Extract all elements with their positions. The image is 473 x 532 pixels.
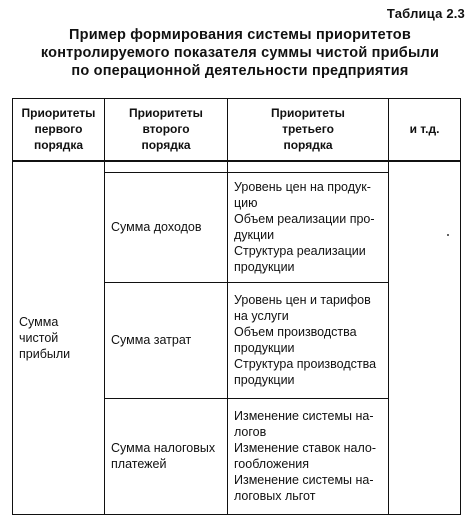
third-order-cell [228,282,389,398]
third-order-item [234,292,382,324]
spacer-cell [389,161,461,515]
table-number: Таблица 2.3 [386,6,465,21]
third-order-line: Структура производства [234,357,377,371]
header-first-order [13,99,105,161]
third-order-line: цию [234,196,258,210]
header-row [13,99,461,161]
second-order-cell [105,172,228,282]
header-line: первого [34,122,83,137]
first-order-line: прибыли [19,346,71,361]
header-line: Приоритеты [21,106,96,121]
header-line: Приоритеты [129,106,203,121]
third-order-line: продукции [234,260,295,274]
header-etc: и т.д. [389,99,461,161]
header-line: третьего [282,122,334,137]
third-order-line: Структура реализации [234,244,366,258]
third-order-item [234,243,382,275]
third-order-item [234,472,382,504]
third-order-line: гообложения [234,457,309,471]
third-order-line: Объем реализации про- [234,212,375,226]
third-order-cell [228,398,389,514]
third-order-line: Изменение ставок нало- [234,441,377,455]
spacer-row [13,161,461,173]
third-order-item [234,179,382,211]
spacer-cell [105,161,228,173]
header-line: порядка [283,138,333,153]
spacer-cell [13,161,105,515]
third-order-line: Объем производства [234,325,357,339]
third-order-line: на услуги [234,309,289,323]
second-order-cell [105,282,228,398]
third-order-line: Уровень цен и тарифов [234,293,371,307]
header-line: второго [142,122,190,137]
scan-speck [447,234,449,236]
third-order-line: Изменение системы на- [234,473,374,487]
third-order-line: логов [234,425,267,439]
third-order-item [234,440,382,472]
second-order-line: Сумма затрат [111,333,192,347]
third-order-line: Уровень цен на продук- [234,180,371,194]
third-order-line: дукции [234,228,275,242]
header-line: Приоритеты [271,106,345,121]
header-second-order [105,99,228,161]
table-title [30,26,450,80]
third-order-line: продукции [234,373,295,387]
spacer-cell [228,161,389,173]
second-order-line: Сумма доходов [111,220,202,234]
second-order-line: Сумма налоговых [111,441,216,455]
third-order-item [234,324,382,356]
third-order-cell [228,172,389,282]
first-order-line: чистой [19,330,59,345]
third-order-line: Изменение системы на- [234,409,374,423]
second-order-cell [105,398,228,514]
third-order-item [234,211,382,243]
header-third-order [228,99,389,161]
title-line: контролируемого показателя суммы чистой прибыли [40,45,440,61]
priority-table [12,98,461,515]
third-order-item [234,408,382,440]
title-line: по операционной деятельности предприятия [71,63,409,79]
header-line: порядка [33,138,84,153]
third-order-line: логовых льгот [234,489,316,503]
first-order-line: Сумма [19,314,59,329]
title-line: Пример формирования системы приоритетов [69,27,411,43]
second-order-line: платежей [111,457,167,471]
third-order-line: продукции [234,341,295,355]
third-order-item [234,356,382,388]
header-line: порядка [141,138,191,153]
